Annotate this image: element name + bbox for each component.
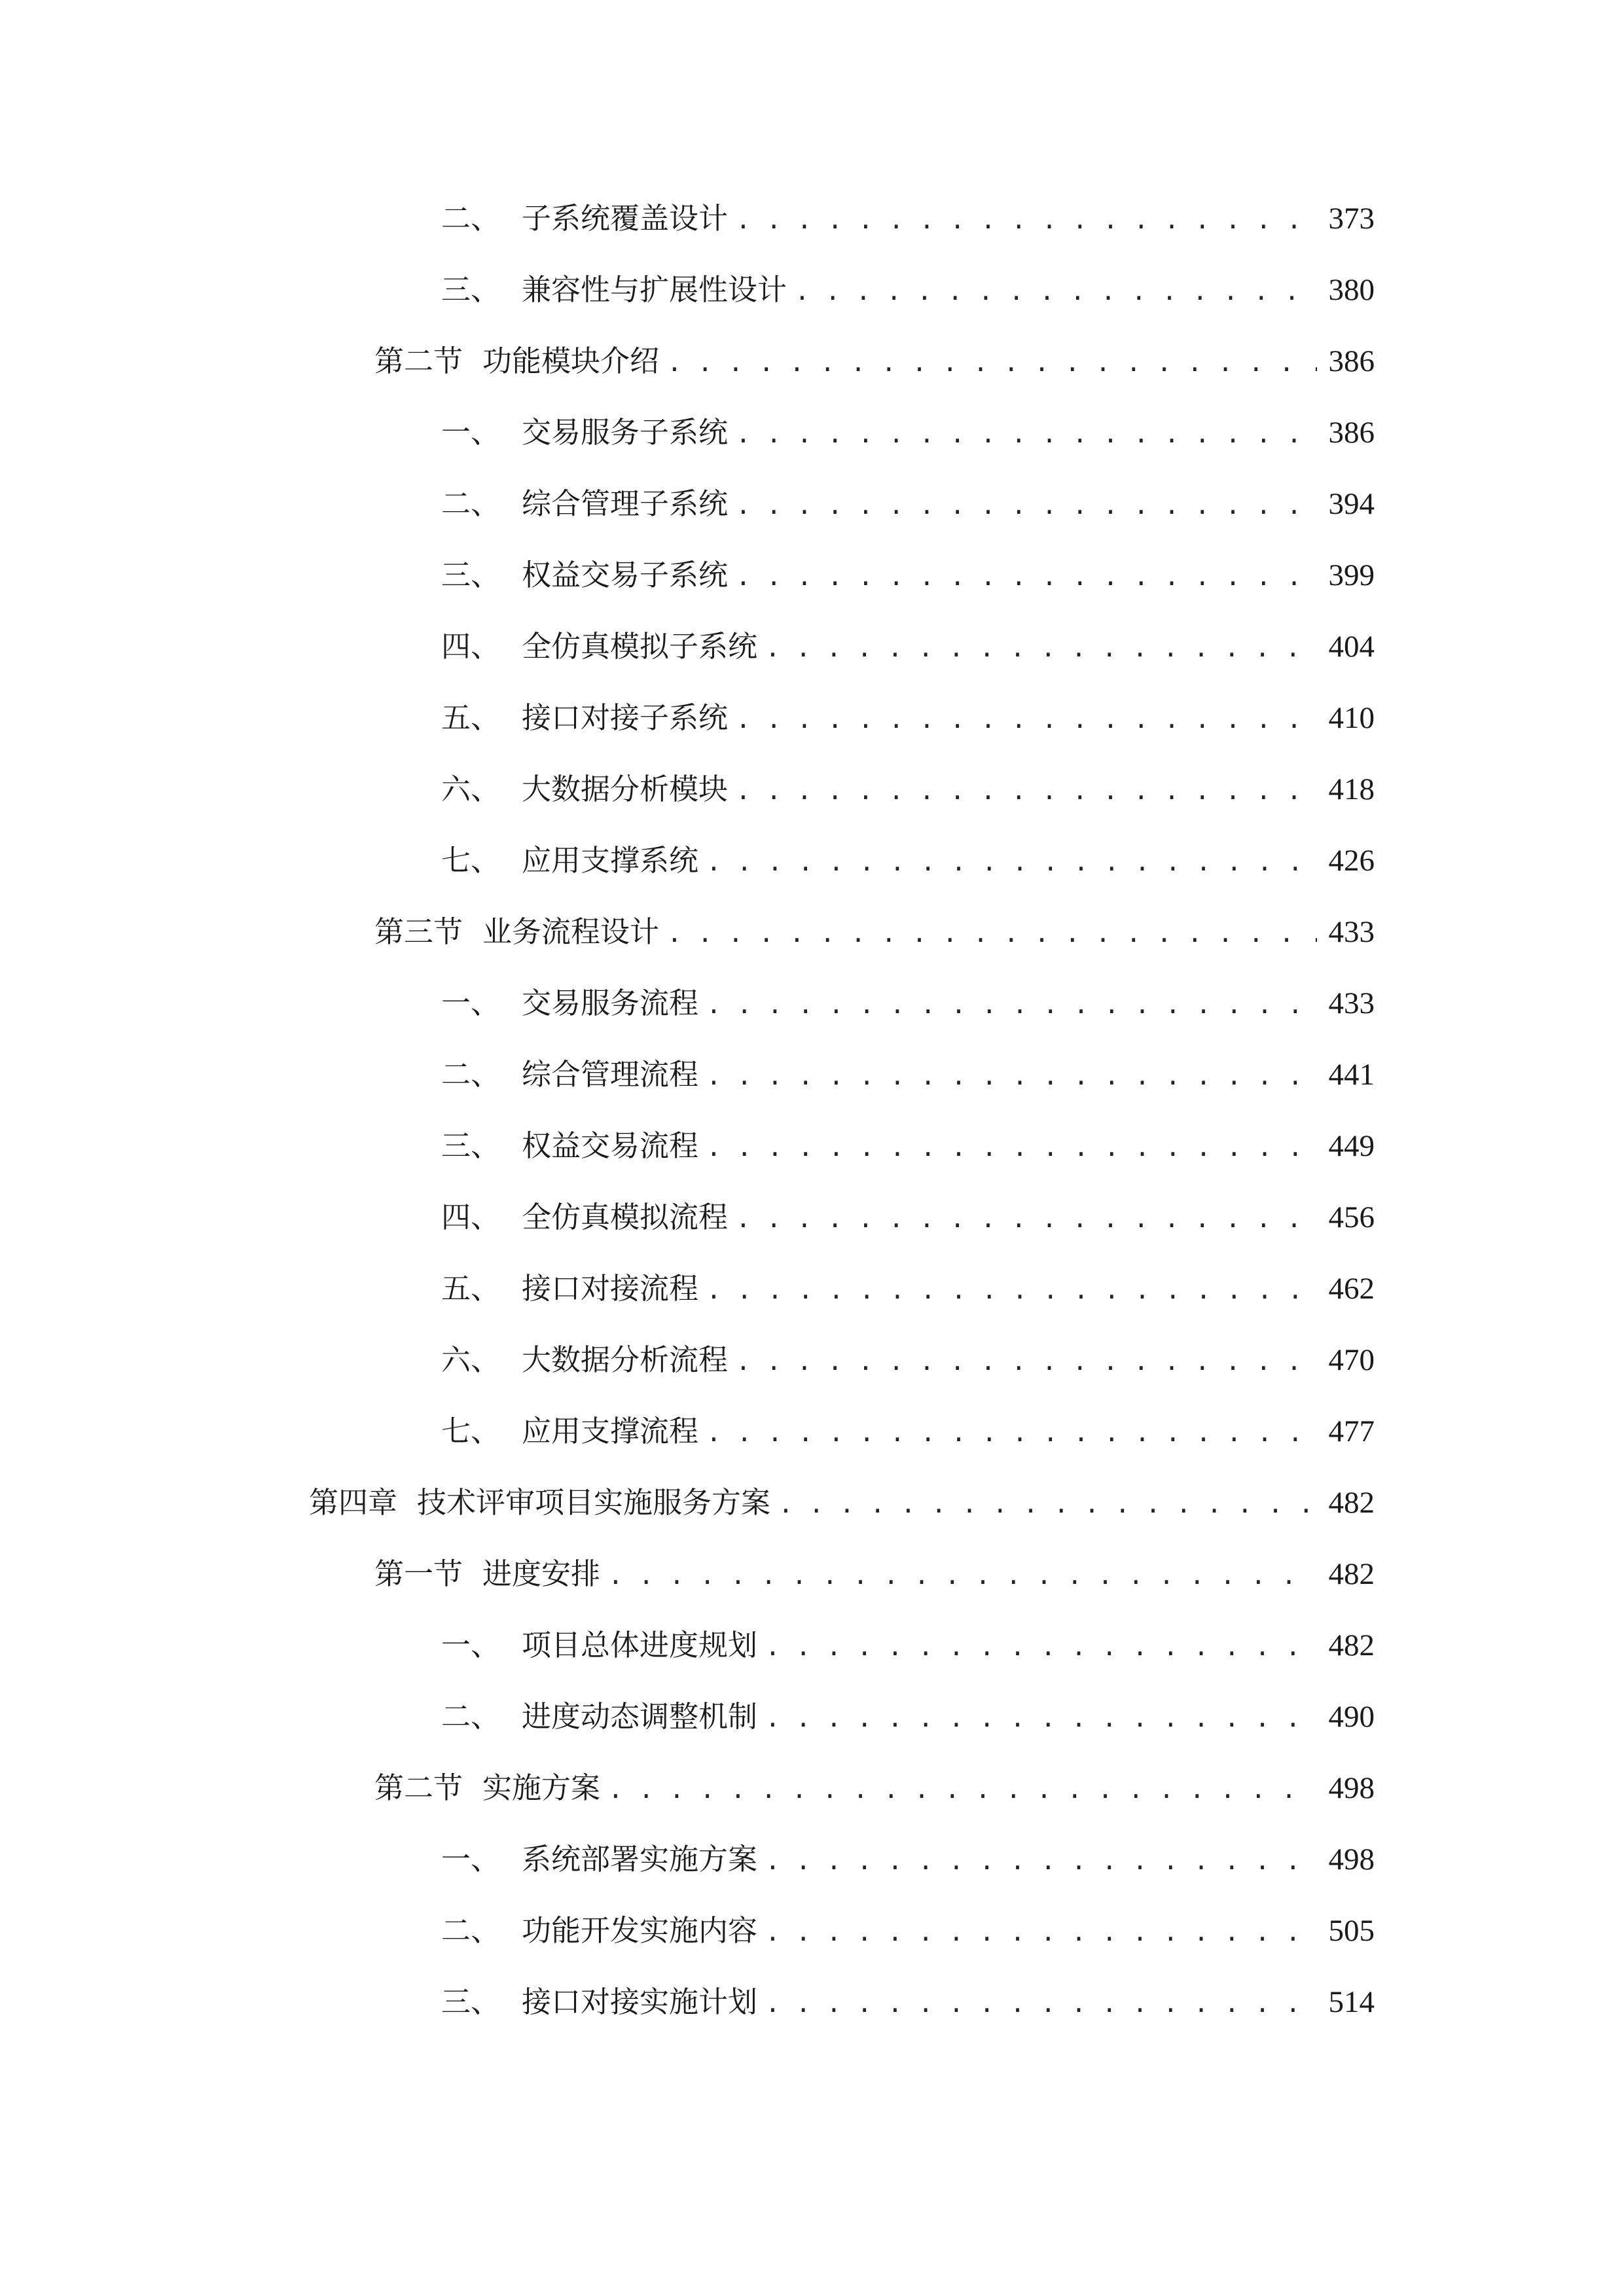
toc-entry[interactable] bbox=[441, 1263, 1375, 1315]
dot-leader bbox=[736, 1334, 1317, 1386]
toc-entry[interactable] bbox=[441, 1191, 1375, 1244]
dot-leader bbox=[706, 977, 1317, 1030]
toc-entry-number: 五、 bbox=[441, 1271, 501, 1306]
toc-entry-number: 四、 bbox=[441, 1200, 501, 1234]
dot-leader bbox=[706, 1263, 1317, 1315]
toc-entry[interactable] bbox=[441, 1405, 1375, 1458]
toc-entry-page: 380 bbox=[1328, 273, 1375, 307]
toc-entry[interactable] bbox=[374, 906, 1375, 958]
toc-entry-page: 441 bbox=[1328, 1058, 1375, 1092]
toc-entry-title: 兼容性与扩展性设计 bbox=[522, 272, 787, 307]
toc-entry-page: 410 bbox=[1328, 701, 1375, 735]
toc-entry[interactable] bbox=[441, 1120, 1375, 1172]
toc-entry-number: 六、 bbox=[441, 1342, 501, 1377]
toc-entry[interactable] bbox=[374, 335, 1375, 387]
toc-entry-number: 一、 bbox=[441, 1842, 501, 1876]
toc-entry-number: 第二节 bbox=[374, 344, 463, 378]
toc-entry[interactable] bbox=[441, 406, 1375, 459]
toc-entry[interactable] bbox=[441, 1049, 1375, 1101]
toc-entry[interactable] bbox=[441, 1619, 1375, 1672]
dot-leader bbox=[795, 264, 1317, 316]
toc-entry-number: 三、 bbox=[441, 272, 501, 307]
dot-leader bbox=[736, 763, 1317, 816]
toc-entry-title: 进度动态调整机制 bbox=[522, 1699, 758, 1734]
toc-entry-page: 505 bbox=[1328, 1914, 1375, 1948]
toc-entry-title: 子系统覆盖设计 bbox=[522, 201, 729, 236]
toc-entry[interactable] bbox=[441, 1334, 1375, 1386]
toc-entry[interactable] bbox=[374, 1548, 1375, 1600]
toc-entry-page: 386 bbox=[1328, 344, 1375, 378]
toc-entry-number: 二、 bbox=[441, 1913, 501, 1948]
toc-entry-number: 一、 bbox=[441, 986, 501, 1020]
toc-entry[interactable] bbox=[441, 192, 1375, 245]
toc-entry-title: 功能模块介绍 bbox=[482, 344, 660, 378]
toc-entry-title: 交易服务流程 bbox=[522, 986, 699, 1020]
toc-entry[interactable] bbox=[441, 1976, 1375, 2028]
toc-entry[interactable] bbox=[441, 478, 1375, 530]
dot-leader bbox=[706, 1405, 1317, 1458]
toc-entry-page: 426 bbox=[1328, 844, 1375, 878]
dot-leader bbox=[667, 335, 1317, 387]
toc-entry-number: 二、 bbox=[441, 1699, 501, 1734]
toc-entry-page: 399 bbox=[1328, 558, 1375, 592]
toc-entry[interactable] bbox=[441, 1905, 1375, 1957]
toc-entry-title: 实施方案 bbox=[482, 1770, 601, 1805]
toc-entry-number: 七、 bbox=[441, 843, 501, 878]
toc-entry-page: 456 bbox=[1328, 1200, 1375, 1234]
toc-entry-page: 477 bbox=[1328, 1414, 1375, 1448]
toc-entry-number: 六、 bbox=[441, 772, 501, 806]
dot-leader bbox=[778, 1477, 1317, 1529]
toc-entry[interactable] bbox=[441, 1833, 1375, 1886]
toc-entry-title: 综合管理流程 bbox=[522, 1057, 699, 1092]
toc-entry-number: 二、 bbox=[441, 486, 501, 521]
toc-entry[interactable] bbox=[309, 1477, 1375, 1529]
toc-entry[interactable] bbox=[441, 834, 1375, 887]
toc-entry-page: 482 bbox=[1328, 1557, 1375, 1591]
toc-entry-title: 功能开发实施内容 bbox=[522, 1913, 758, 1948]
dot-leader bbox=[765, 1905, 1317, 1957]
toc-entry-title: 应用支撑系统 bbox=[522, 843, 699, 878]
toc-entry[interactable] bbox=[441, 692, 1375, 744]
dot-leader bbox=[765, 620, 1317, 673]
toc-entry-page: 498 bbox=[1328, 1842, 1375, 1876]
toc-entry[interactable] bbox=[441, 264, 1375, 316]
toc-entry-page: 373 bbox=[1328, 202, 1375, 236]
dot-leader bbox=[608, 1762, 1317, 1814]
dot-leader bbox=[765, 1619, 1317, 1672]
toc-entry-page: 449 bbox=[1328, 1129, 1375, 1163]
toc-entry-number: 第二节 bbox=[374, 1770, 463, 1805]
dot-leader bbox=[706, 1120, 1317, 1172]
toc-entry-title: 进度安排 bbox=[482, 1556, 601, 1591]
toc-entry-page: 462 bbox=[1328, 1272, 1375, 1306]
toc-entry-number: 五、 bbox=[441, 700, 501, 735]
dot-leader bbox=[706, 834, 1317, 887]
toc-entry-title: 接口对接子系统 bbox=[522, 700, 729, 735]
toc-entry-number: 第三节 bbox=[374, 914, 463, 949]
toc-entry-page: 514 bbox=[1328, 1985, 1375, 2019]
toc-entry-page: 490 bbox=[1328, 1700, 1375, 1734]
toc-entry-title: 业务流程设计 bbox=[482, 914, 660, 949]
dot-leader bbox=[736, 192, 1317, 245]
toc-entry-title: 大数据分析流程 bbox=[522, 1342, 729, 1377]
toc-entry[interactable] bbox=[374, 1762, 1375, 1814]
toc-entry[interactable] bbox=[441, 549, 1375, 601]
dot-leader bbox=[667, 906, 1317, 958]
toc-entry-title: 接口对接流程 bbox=[522, 1271, 699, 1306]
toc-entry-title: 大数据分析模块 bbox=[522, 772, 729, 806]
dot-leader bbox=[608, 1548, 1317, 1600]
toc-entry-title: 权益交易子系统 bbox=[522, 558, 729, 592]
toc-entry-number: 一、 bbox=[441, 415, 501, 450]
toc-entry[interactable] bbox=[441, 977, 1375, 1030]
toc-entry-title: 交易服务子系统 bbox=[522, 415, 729, 450]
toc-entry-title: 综合管理子系统 bbox=[522, 486, 729, 521]
toc-entry[interactable] bbox=[441, 620, 1375, 673]
toc-entry-page: 482 bbox=[1328, 1628, 1375, 1662]
toc-entry-number: 三、 bbox=[441, 1128, 501, 1163]
toc-entry-number: 三、 bbox=[441, 1984, 501, 2019]
toc-entry-page: 404 bbox=[1328, 630, 1375, 664]
toc-entry-number: 一、 bbox=[441, 1628, 501, 1662]
toc-entry-page: 482 bbox=[1328, 1486, 1375, 1520]
dot-leader bbox=[736, 406, 1317, 459]
toc-entry-number: 三、 bbox=[441, 558, 501, 592]
toc-entry-page: 418 bbox=[1328, 772, 1375, 806]
toc-entry[interactable] bbox=[441, 1691, 1375, 1743]
toc-entry-page: 386 bbox=[1328, 416, 1375, 450]
toc-entry-title: 接口对接实施计划 bbox=[522, 1984, 758, 2019]
dot-leader bbox=[736, 549, 1317, 601]
toc-entry-page: 433 bbox=[1328, 915, 1375, 949]
toc-entry-page: 470 bbox=[1328, 1343, 1375, 1377]
toc-entry-title: 权益交易流程 bbox=[522, 1128, 699, 1163]
toc-entry-title: 应用支撑流程 bbox=[522, 1414, 699, 1448]
toc-entry-title: 系统部署实施方案 bbox=[522, 1842, 758, 1876]
toc-entry-page: 498 bbox=[1328, 1771, 1375, 1805]
dot-leader bbox=[736, 1191, 1317, 1244]
toc-entry-number: 第四章 bbox=[309, 1485, 398, 1520]
toc-entry[interactable] bbox=[441, 763, 1375, 816]
toc-entry-title: 项目总体进度规划 bbox=[522, 1628, 758, 1662]
toc-entry-number: 二、 bbox=[441, 1057, 501, 1092]
toc-entry-number: 二、 bbox=[441, 201, 501, 236]
dot-leader bbox=[736, 478, 1317, 530]
toc-entry-number: 第一节 bbox=[374, 1556, 463, 1591]
toc-entry-page: 433 bbox=[1328, 986, 1375, 1020]
dot-leader bbox=[736, 692, 1317, 744]
dot-leader bbox=[765, 1976, 1317, 2028]
dot-leader bbox=[765, 1691, 1317, 1743]
toc-entry-number: 四、 bbox=[441, 629, 501, 664]
dot-leader bbox=[706, 1049, 1317, 1101]
toc-entry-title: 全仿真模拟流程 bbox=[522, 1200, 729, 1234]
dot-leader bbox=[765, 1833, 1317, 1886]
toc-entry-number: 七、 bbox=[441, 1414, 501, 1448]
toc-entry-title: 全仿真模拟子系统 bbox=[522, 629, 758, 664]
toc-entry-page: 394 bbox=[1328, 487, 1375, 521]
toc-entry-title: 技术评审项目实施服务方案 bbox=[417, 1485, 771, 1520]
